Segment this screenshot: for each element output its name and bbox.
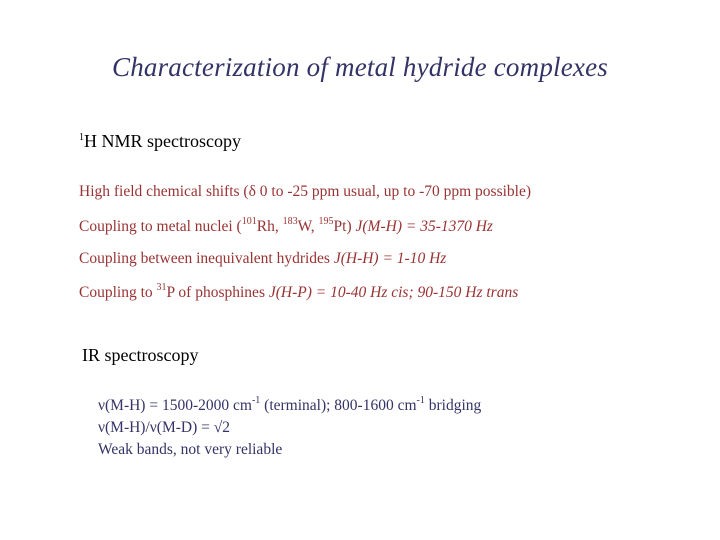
- unit-superscript: -1: [251, 395, 261, 406]
- text-run: Rh,: [256, 218, 283, 235]
- ir-item-isotope-ratio: ν(M-H)/ν(M-D) = √2: [98, 419, 230, 436]
- coupling-constant: J(M-H) = 35-1370 Hz: [355, 218, 493, 235]
- coupling-constant: J(H-P) = 10-40 Hz cis; 90-150 Hz trans: [268, 284, 519, 301]
- text-run: Coupling to: [79, 284, 157, 301]
- text-run: Coupling between inequivalent hydrides: [79, 250, 334, 267]
- text-run: Pt): [333, 218, 356, 235]
- nmr-item-hydride-coupling: [79, 250, 446, 268]
- nmr-item-chemical-shifts: High field chemical shifts (δ 0 to -25 ppm usual, up to -70 ppm possible): [79, 183, 532, 200]
- ir-item-stretch-frequency: [98, 397, 481, 415]
- text-run: P of phosphines: [166, 284, 269, 301]
- coupling-constant: J(H-H) = 1-10 Hz: [333, 250, 447, 267]
- nmr-section-heading: [79, 131, 241, 152]
- heading-text: H NMR spectroscopy: [84, 131, 241, 151]
- nmr-item-phosphine-coupling: [79, 284, 518, 302]
- isotope-superscript: 183: [282, 216, 298, 227]
- text-run: bridging: [424, 397, 482, 414]
- ir-section-heading: IR spectroscopy: [82, 345, 199, 365]
- text-run: W,: [297, 218, 319, 235]
- heading-isotope-superscript: 1: [79, 132, 84, 143]
- isotope-superscript: 101: [241, 216, 257, 227]
- isotope-superscript: 195: [318, 216, 334, 227]
- text-run: ν(M-H) = 1500-2000 cm: [98, 397, 252, 414]
- text-run: (terminal); 800-1600 cm: [260, 397, 417, 414]
- unit-superscript: -1: [416, 395, 425, 406]
- text-run: Coupling to metal nuclei (: [79, 218, 242, 235]
- slide-title: Characterization of metal hydride complexes: [111, 52, 608, 82]
- isotope-superscript: 31: [156, 282, 167, 293]
- nmr-item-metal-coupling: [79, 218, 493, 236]
- ir-item-reliability-note: Weak bands, not very reliable: [98, 441, 283, 458]
